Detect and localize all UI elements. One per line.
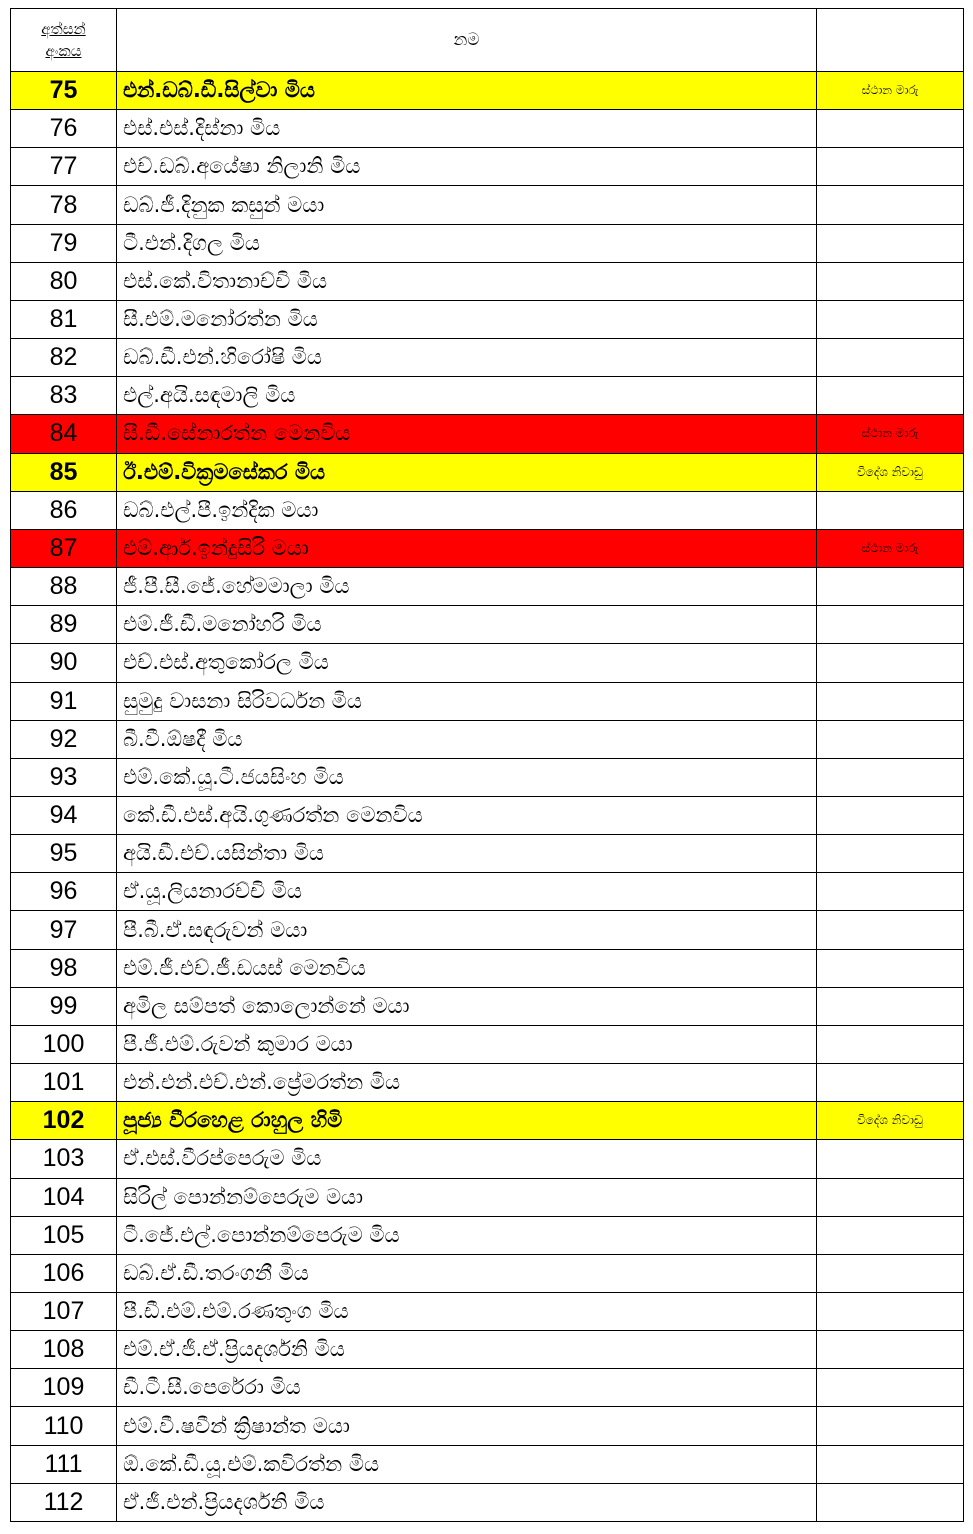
row-note [817,568,964,606]
row-number: 108 [11,1331,117,1369]
row-note [817,339,964,377]
row-note [817,949,964,987]
table-row [11,1216,964,1254]
table-row [11,110,964,148]
row-name: එම්.ආර්.ඉන්දුසිරි මයා [117,529,817,567]
row-name: ඩී.ටී.සී.පෙරේරා මිය [117,1369,817,1407]
table-row [11,224,964,262]
row-number: 102 [11,1102,117,1140]
row-note [817,1140,964,1178]
row-name: ඒ.එස්.වීරප්පෙරුම මිය [117,1140,817,1178]
table-row [11,758,964,796]
table-row [11,1064,964,1102]
table-row [11,949,964,987]
row-name: ඒ.යූ.ලියනාරච්චි මිය [117,873,817,911]
table-row [11,1445,964,1483]
row-name: සී.ඩී.සේනාරත්න මෙනවිය [117,415,817,453]
row-number: 84 [11,415,117,453]
row-number: 83 [11,377,117,415]
attendance-table [10,8,964,1522]
row-note [817,1293,964,1331]
table-row [11,1025,964,1063]
row-note [817,873,964,911]
table-row [11,186,964,224]
row-number: 112 [11,1483,117,1521]
row-name: එම්.ජී.ඩී.මනෝහරි මිය [117,606,817,644]
number-column-header [11,9,117,72]
row-name: එස්.කේ.විතානාච්චි මිය [117,262,817,300]
row-number: 99 [11,987,117,1025]
table-row [11,491,964,529]
row-name: ඩබ්.ඒ.ඩී.තරංගනී මිය [117,1254,817,1292]
row-name: ඊ.එම්.වික්‍රමසේකර මිය [117,453,817,491]
table-row [11,148,964,186]
table-row [11,1254,964,1292]
row-note [817,1407,964,1445]
row-number: 107 [11,1293,117,1331]
row-note [817,796,964,834]
row-name: ඩබ්.ජී.දිනුක කසුන් මයා [117,186,817,224]
row-note [817,1369,964,1407]
table-row [11,987,964,1025]
row-note [817,1254,964,1292]
row-number: 103 [11,1140,117,1178]
row-note: විදේශ නිවාඩු [817,453,964,491]
row-note [817,720,964,758]
row-name: එල්.අයි.සඳමාලි මිය [117,377,817,415]
row-number: 87 [11,529,117,567]
row-number: 92 [11,720,117,758]
row-name: ඩබ්.ඩී.එන්.හිරෝෂි මිය [117,339,817,377]
note-column-header [817,9,964,72]
row-number: 88 [11,568,117,606]
row-name: එම්.කේ.යූ.ටී.ජයසිංහ මිය [117,758,817,796]
table-row [11,1407,964,1445]
row-number: 96 [11,873,117,911]
row-name: එන්.ඩබ්.ඩී.සිල්වා මිය [117,72,817,110]
row-note [817,377,964,415]
row-name: පී.බී.ඒ.සඳරුවන් මයා [117,911,817,949]
row-name: බී.වී.ඕෂදී මිය [117,720,817,758]
table-row [11,1102,964,1140]
row-note [817,835,964,873]
row-name: සිරිල් පොන්නම්පෙරුම මයා [117,1178,817,1216]
row-number: 106 [11,1254,117,1292]
row-name: ඒ.ජී.එන්.ප්‍රියදර්ශනි මිය [117,1483,817,1521]
row-number: 80 [11,262,117,300]
row-note [817,262,964,300]
row-name: එන්.එන්.එච්.එන්.ප්‍රේමරත්න මිය [117,1064,817,1102]
table-row [11,644,964,682]
table-row [11,911,964,949]
row-note: ස්ථාන මාරු [817,72,964,110]
row-name: එම්.වී.ෂවීන් ක්‍රිෂාන්ත මයා [117,1407,817,1445]
table-row [11,720,964,758]
row-name: අයි.ඩී.එච්.යසින්තා මිය [117,835,817,873]
row-name: ටී.ජේ.එල්.පොන්නම්පෙරුම මිය [117,1216,817,1254]
row-note [817,224,964,262]
row-number: 85 [11,453,117,491]
table-row [11,415,964,453]
row-note: ස්ථාන මාරු [817,529,964,567]
row-number: 98 [11,949,117,987]
row-note [817,682,964,720]
row-name: එස්.එස්.දිස්නා මිය [117,110,817,148]
row-number: 77 [11,148,117,186]
row-name: සුමුදු වාසනා සිරිවර්ධන මිය [117,682,817,720]
row-note [817,644,964,682]
table-row [11,568,964,606]
row-note [817,1064,964,1102]
row-number: 90 [11,644,117,682]
row-number: 81 [11,300,117,338]
row-number: 94 [11,796,117,834]
row-number: 109 [11,1369,117,1407]
number-header-line2: අංකය [45,42,82,60]
header-row [11,9,964,72]
table-row [11,453,964,491]
row-number: 105 [11,1216,117,1254]
row-note [817,1483,964,1521]
table-row [11,339,964,377]
row-note [817,758,964,796]
table-row [11,262,964,300]
row-number: 78 [11,186,117,224]
row-name: කේ.ඩී.එස්.අයි.ගුණරත්න මෙනවිය [117,796,817,834]
row-number: 104 [11,1178,117,1216]
table-row [11,72,964,110]
row-note [817,1331,964,1369]
row-number: 89 [11,606,117,644]
table-row [11,1178,964,1216]
row-number: 91 [11,682,117,720]
table-row [11,835,964,873]
row-note [817,911,964,949]
row-name: ටී.එන්.දිගල මිය [117,224,817,262]
row-number: 95 [11,835,117,873]
row-note [817,148,964,186]
row-name: සී.එම්.මනෝරත්න මිය [117,300,817,338]
row-note [817,606,964,644]
row-number: 82 [11,339,117,377]
row-number: 75 [11,72,117,110]
table-row [11,873,964,911]
table-row [11,1483,964,1521]
table-row [11,1140,964,1178]
row-name: ජී.පී.සී.ජේ.හේමමාලා මිය [117,568,817,606]
row-note: විදේශ නිවාඩු [817,1102,964,1140]
row-number: 111 [11,1445,117,1483]
table-body [11,72,964,1522]
row-note [817,1445,964,1483]
table-row [11,606,964,644]
row-note [817,1025,964,1063]
row-number: 79 [11,224,117,262]
row-note [817,1178,964,1216]
row-note [817,987,964,1025]
row-name: එච්.ඩබ්.අයේෂා නිලානි මිය [117,148,817,186]
row-note [817,300,964,338]
row-number: 86 [11,491,117,529]
row-note [817,491,964,529]
row-name: පූජ්‍ය වීරහෙළ රාහුල හිමි [117,1102,817,1140]
row-number: 76 [11,110,117,148]
number-header-line1: අත්සන් [41,20,86,38]
row-note [817,110,964,148]
name-column-header: නම [117,9,817,72]
row-name: පී.ජී.එම්.රුවන් කුමාර මයා [117,1025,817,1063]
row-note [817,186,964,224]
row-note: ස්ථාන මාරු [817,415,964,453]
row-number: 97 [11,911,117,949]
row-note [817,1216,964,1254]
row-number: 100 [11,1025,117,1063]
row-name: ඕ.කේ.ඩී.යූ.එම්.කවිරත්න මිය [117,1445,817,1483]
row-number: 110 [11,1407,117,1445]
row-name: අමිල සම්පත් කොලොන්නේ මයා [117,987,817,1025]
row-name: එම්.ජී.එච්.ජී.ඩයස් මෙනවිය [117,949,817,987]
row-name: පී.ඩී.එම්.එම්.රණතුංග මිය [117,1293,817,1331]
table-row [11,529,964,567]
table-row [11,1331,964,1369]
table-row [11,682,964,720]
table-row [11,1369,964,1407]
table-row [11,796,964,834]
row-name: එච්.එස්.අතුකෝරල මිය [117,644,817,682]
row-name: එම්.ඒ.ජී.ඒ.ප්‍රියදර්ශනි මිය [117,1331,817,1369]
table-row [11,377,964,415]
table-row [11,1293,964,1331]
row-number: 93 [11,758,117,796]
row-number: 101 [11,1064,117,1102]
row-name: ඩබ්.එල්.පී.ඉන්දික මයා [117,491,817,529]
table-row [11,300,964,338]
